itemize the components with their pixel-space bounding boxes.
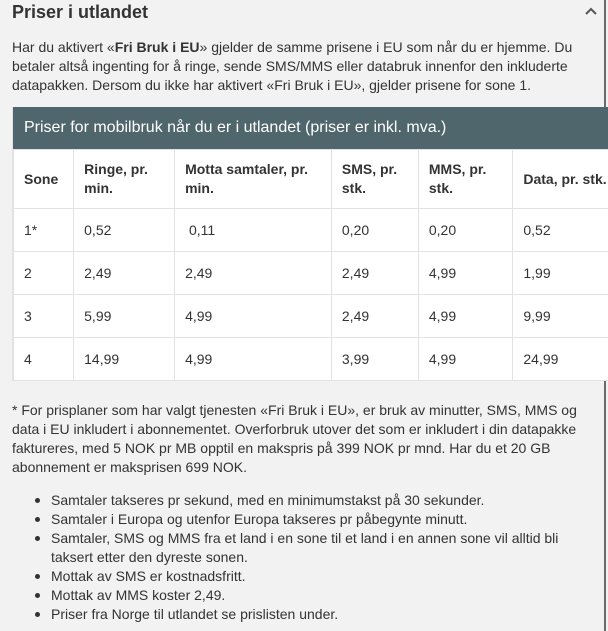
header-ringe: Ringe, pr. min. [74, 150, 175, 209]
cell-sone: 2 [14, 252, 74, 295]
cell-sms: 3,99 [331, 338, 418, 381]
intro-part-1: Har du aktivert « [12, 39, 115, 55]
cell-ringe: 5,99 [74, 295, 175, 338]
table-row [14, 209, 608, 252]
list-item: Samtaler i Europa og utenfor Europa takseres pr påbegynte minutt. [12, 510, 596, 529]
list-item: Priser fra Norge til utlandet se prislisten under. [12, 605, 596, 624]
cell-mms: 4,99 [418, 338, 513, 381]
intro-text [12, 38, 592, 95]
list-item: Mottak av MMS koster 2,49. [12, 586, 596, 605]
cell-data: 24,99 [513, 338, 608, 381]
list-item: Mottak av SMS er kostnadsfritt. [12, 567, 596, 586]
cell-ringe: 14,99 [74, 338, 175, 381]
section-heading[interactable]: Priser i utlandet [12, 2, 149, 22]
intro-bold-fri-bruk: Fri Bruk i EU [114, 39, 200, 55]
price-table-title: Priser for mobilbruk når du er i utlandet (priser er inkl. mva.) [13, 107, 608, 149]
header-mms: MMS, pr. stk. [418, 150, 513, 209]
header-motta-samtaler: Motta samtaler, pr. min. [175, 150, 332, 209]
price-table-container [12, 107, 608, 381]
cell-ringe: 0,52 [74, 209, 175, 252]
table-row [14, 295, 608, 338]
cell-sone: 3 [14, 295, 74, 338]
header-data: Data, pr. stk. [513, 150, 608, 209]
intro-part-2: » gjelder de samme prisene i EU som når du er hjemme. Du betaler altså ingenting for å ringe, sende SMS/MMS eller databruk innenfor den inkluderte datapakken. Dersom du ikke har aktivert «Fri Bruk i EU», gjelder prisene for sone 1. [12, 39, 573, 93]
info-bullet-list [12, 491, 596, 624]
cell-motta: 0,11 [175, 209, 332, 252]
cell-mms: 4,99 [418, 295, 513, 338]
cell-data: 0,52 [513, 209, 608, 252]
footnote-text: * For prisplaner som har valgt tjenesten «Fri Bruk i EU», er bruk av minutter, SMS, MMS og data i EU inkludert i abonnementet. Overforbruk utover det som er inkludert i din datapakke faktureres, med 5 NOK pr MB opptil en makspris på 399 NOK pr mnd. Har du et 20 GB abonnement er maksprisen 699 NOK. [12, 402, 577, 475]
price-table [13, 149, 608, 381]
cell-ringe: 2,49 [74, 252, 175, 295]
cell-sms: 2,49 [331, 252, 418, 295]
cell-motta: 2,49 [175, 252, 332, 295]
cell-sms: 2,49 [331, 295, 418, 338]
cell-mms: 0,20 [418, 209, 513, 252]
header-sone: Sone [14, 150, 74, 209]
cell-data: 1,99 [513, 252, 608, 295]
header-sms: SMS, pr. stk. [331, 150, 418, 209]
cell-sone: 1* [14, 209, 74, 252]
cell-data: 9,99 [513, 295, 608, 338]
list-item: Samtaler takseres pr sekund, med en minimumstakst på 30 sekunder. [12, 491, 596, 510]
cell-motta: 4,99 [175, 295, 332, 338]
table-row [14, 252, 608, 295]
cell-motta: 4,99 [175, 338, 332, 381]
cell-sone: 4 [14, 338, 74, 381]
cell-mms: 4,99 [418, 252, 513, 295]
table-row [14, 338, 608, 381]
cell-sms: 0,20 [331, 209, 418, 252]
list-item: Samtaler, SMS og MMS fra et land i en sone til et land i en annen sone vil alltid bli taksert etter den dyreste sonen. [12, 529, 596, 567]
chevron-up-icon[interactable] [584, 4, 598, 18]
table-header-row [14, 150, 608, 209]
